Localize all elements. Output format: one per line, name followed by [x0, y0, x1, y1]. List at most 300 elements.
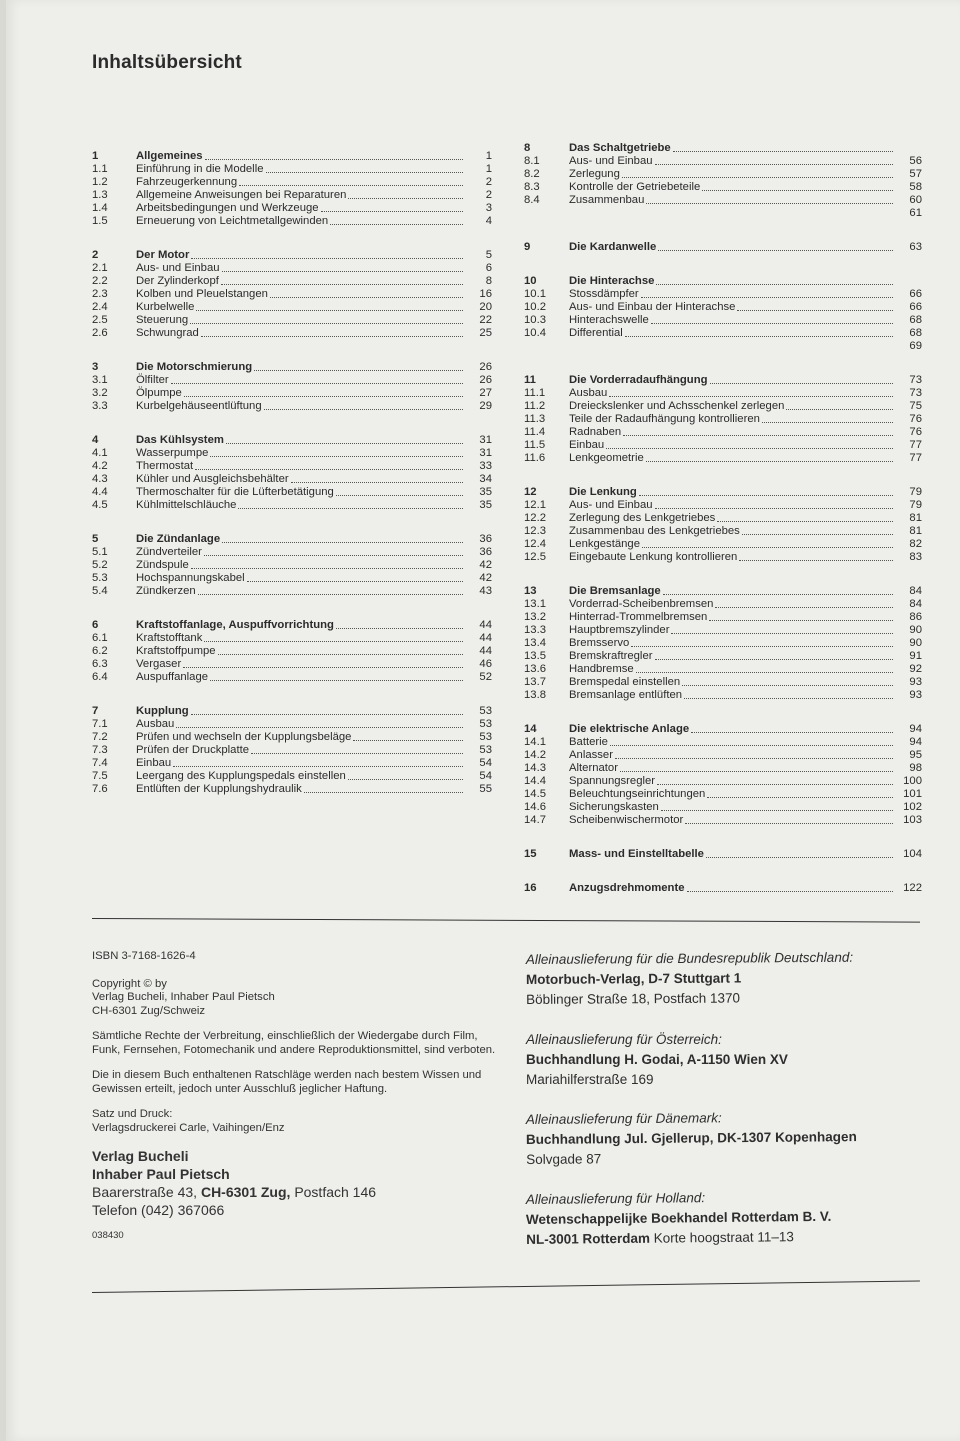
entry-page: 58 [909, 181, 922, 193]
entry-title: Die Hinterachse [569, 275, 655, 287]
entry-title: Einführung in die Modelle [136, 163, 264, 175]
entry-title: Anlasser [569, 749, 613, 761]
dot-leader [191, 568, 463, 569]
entry-page: 2 [485, 176, 492, 188]
dot-leader [673, 151, 893, 152]
entry-page: 5 [485, 249, 492, 261]
dot-leader [222, 271, 463, 272]
toc-entry [92, 314, 492, 327]
entry-title: Steuerung [136, 314, 189, 326]
entry-page: 98 [909, 762, 922, 774]
toc-chapter [524, 585, 922, 598]
entry-title: Prüfen der Druckplatte [136, 744, 250, 756]
toc-section [524, 486, 922, 564]
print-code: 038430 [92, 1230, 124, 1241]
entry-title: Sicherungskasten [569, 801, 659, 813]
copyright-line: Copyright © by [92, 977, 167, 990]
entry-page: 22 [479, 314, 492, 326]
entry-number: 8.1 [524, 155, 540, 167]
entry-title: Allgemeine Anweisungen bei Reparaturen [136, 189, 347, 201]
entry-number: 2.4 [92, 301, 108, 313]
dot-leader [685, 823, 893, 824]
entry-page: 84 [909, 585, 922, 597]
toc-entry [524, 611, 922, 624]
dot-leader [715, 607, 893, 608]
toc-entry [524, 155, 922, 168]
entry-number: 7.2 [92, 731, 108, 743]
entry-page: 93 [909, 689, 922, 701]
toc-entry [92, 757, 492, 770]
dot-leader [762, 422, 893, 423]
entry-number: 7.3 [92, 744, 108, 756]
entry-page: 73 [909, 374, 922, 386]
toc-entry [524, 676, 922, 689]
entry-number: 14.3 [524, 762, 546, 774]
dot-leader [348, 198, 463, 199]
distribution [526, 950, 926, 1270]
toc-entry [92, 499, 492, 512]
dot-leader [196, 310, 463, 311]
entry-page: 95 [909, 749, 922, 761]
dot-leader [266, 172, 464, 173]
entry-number: 4.4 [92, 486, 108, 498]
entry-title: Schwungrad [136, 327, 199, 339]
entry-number: 2.2 [92, 275, 108, 287]
entry-title: Ölfilter [136, 374, 169, 386]
printing-info [92, 1108, 502, 1135]
entry-number: 6.3 [92, 658, 108, 670]
distributor-address: Solvgade 87 [526, 1151, 602, 1167]
toc-entry [92, 163, 492, 176]
entry-number: 14.4 [524, 775, 546, 787]
entry-title: Zerlegung [569, 168, 620, 180]
toc-entry [92, 585, 492, 598]
entry-page: 16 [479, 288, 492, 300]
entry-title: Ausbau [136, 718, 175, 730]
entry-page: 56 [909, 155, 922, 167]
toc-entry [524, 400, 922, 413]
printing-line: Satz und Druck: [92, 1108, 173, 1120]
toc-chapter [92, 150, 492, 163]
entry-title: Einbau [136, 757, 172, 769]
toc-entry [524, 788, 922, 801]
entry-page: 53 [479, 718, 492, 730]
toc-entry [524, 663, 922, 676]
entry-number: 8.4 [524, 194, 540, 206]
distributor-name: Wetenschappelijke Boekhandel Rotterdam B. V. [525, 1208, 832, 1227]
entry-number: 6.1 [92, 632, 108, 644]
entry-number: 6.4 [92, 671, 108, 683]
entry-title: Kraftstofftank [136, 632, 203, 644]
address-street: Baarerstraße 43, [92, 1184, 198, 1200]
entry-number: 14.1 [524, 736, 546, 748]
entry-title: Der Zylinderkopf [136, 275, 219, 287]
address-city: CH-6301 Zug, [200, 1184, 291, 1200]
dot-leader [251, 753, 463, 754]
entry-page: 103 [903, 814, 922, 826]
toc-entry [92, 546, 492, 559]
publisher-name: Verlag Bucheli [92, 1148, 189, 1164]
toc-entry [92, 486, 492, 499]
dot-leader [655, 508, 893, 509]
entry-number: 7.4 [92, 757, 108, 769]
entry-title: Kolben und Pleuelstangen [136, 288, 268, 300]
entry-page: 43 [479, 585, 492, 597]
toc-section [524, 374, 922, 465]
entry-title: Fahrzeugerkennung [136, 176, 238, 188]
entry-number: 16 [524, 882, 537, 894]
entry-number: 14.5 [524, 788, 546, 800]
toc-section [524, 882, 922, 895]
entry-number: 11.4 [524, 426, 546, 438]
dot-leader [646, 203, 893, 204]
distributor-street: Korte hoogstraat 11–13 [653, 1229, 794, 1246]
entry-page: 36 [479, 546, 492, 558]
entry-title: Hauptbremszylinder [569, 624, 670, 636]
entry-page: 82 [909, 538, 922, 550]
page-title: Inhaltsübersicht [92, 52, 242, 73]
entry-number: 2.5 [92, 314, 108, 326]
entry-number: 3.3 [92, 400, 108, 412]
entry-page: 93 [909, 676, 922, 688]
entry-page: 94 [909, 736, 922, 748]
entry-page: 29 [479, 400, 492, 412]
entry-number: 13 [524, 585, 537, 597]
entry-number: 8.2 [524, 168, 540, 180]
entry-title: Zusammenbau des Lenkgetriebes [569, 525, 740, 537]
distribution-block [526, 1030, 926, 1090]
entry-page: 44 [479, 645, 492, 657]
entry-number: 1.2 [92, 176, 108, 188]
address-postfach: Postfach 146 [294, 1184, 377, 1200]
entry-page: 54 [479, 770, 492, 782]
toc-chapter [524, 486, 922, 499]
dot-leader [737, 310, 893, 311]
entry-title: Kühlmittelschläuche [136, 499, 237, 511]
entry-title: Hinterachswelle [569, 314, 649, 326]
entry-page: 100 [903, 775, 922, 787]
dot-leader [353, 740, 463, 741]
entry-number: 7.6 [92, 783, 108, 795]
entry-title: Beleuchtungseinrichtungen [569, 788, 706, 800]
entry-page: 42 [479, 572, 492, 584]
entry-page: 84 [909, 598, 922, 610]
entry-title: Spannungsregler [569, 775, 656, 787]
dot-leader [304, 792, 463, 793]
entry-number: 5.2 [92, 559, 108, 571]
toc-entry [524, 207, 922, 220]
dot-leader [270, 297, 463, 298]
distributor-name: Motorbuch-Verlag, D-7 Stuttgart 1 [525, 970, 742, 987]
copyright-line: CH-6301 Zug/Schweiz [92, 1004, 206, 1017]
dot-leader [222, 542, 463, 543]
entry-page: 35 [479, 486, 492, 498]
entry-page: 2 [485, 189, 492, 201]
toc-chapter [524, 142, 922, 155]
dot-leader [663, 594, 893, 595]
toc-entry [92, 288, 492, 301]
entry-title: Leergang des Kupplungspedals einstellen [136, 770, 346, 782]
entry-title: Kraftstoffpumpe [136, 645, 216, 657]
toc-entry [524, 181, 922, 194]
toc-entry [524, 301, 922, 314]
dot-leader [710, 383, 893, 384]
entry-page: 1 [485, 150, 492, 162]
entry-number: 11.1 [524, 387, 546, 399]
printing-line: Verlagsdruckerei Carle, Vaihingen/Enz [92, 1121, 285, 1134]
toc-entry [524, 340, 922, 353]
entry-number: 11 [524, 374, 536, 386]
entry-page: 101 [903, 788, 922, 800]
entry-page: 33 [479, 460, 492, 472]
toc-chapter [524, 848, 922, 861]
entry-number: 10.4 [524, 327, 546, 339]
toc-entry [524, 525, 922, 538]
entry-number: 6.2 [92, 645, 108, 657]
entry-page: 122 [903, 882, 922, 894]
entry-title: Das Schaltgetriebe [569, 142, 671, 154]
divider-top [92, 918, 920, 923]
entry-number: 3.2 [92, 387, 108, 399]
entry-page: 79 [909, 499, 922, 511]
entry-title: Aus- und Einbau [136, 262, 220, 274]
copyright [92, 978, 502, 1019]
dot-leader [620, 771, 893, 772]
toc-chapter [92, 705, 492, 718]
toc-entry [524, 426, 922, 439]
entry-number: 1.4 [92, 202, 108, 214]
entry-title: Die elektrische Anlage [569, 723, 690, 735]
toc-chapter [92, 249, 492, 262]
dot-leader [195, 469, 463, 470]
entry-page: 54 [479, 757, 492, 769]
toc-entry [524, 775, 922, 788]
entry-number: 14.6 [524, 801, 546, 813]
entry-number: 4.5 [92, 499, 108, 511]
toc-entry [524, 749, 922, 762]
toc-entry [524, 624, 922, 637]
entry-page: 25 [479, 327, 492, 339]
entry-page: 81 [909, 525, 922, 537]
entry-page: 68 [909, 314, 922, 326]
dot-leader [183, 667, 463, 668]
entry-title: Scheibenwischermotor [569, 814, 684, 826]
entry-number: 13.5 [524, 650, 546, 662]
entry-title: Kurbelgehäuseentlüftung [136, 400, 262, 412]
dot-leader [610, 745, 893, 746]
entry-number: 8.3 [524, 181, 540, 193]
entry-page: 8 [485, 275, 492, 287]
dot-leader [615, 758, 893, 759]
entry-number: 11.6 [524, 452, 546, 464]
entry-title: Zündspule [136, 559, 189, 571]
entry-page: 4 [485, 215, 492, 227]
dot-leader [671, 633, 893, 634]
entry-title: Kontrolle der Getriebeteile [569, 181, 701, 193]
entry-number: 13.7 [524, 676, 546, 688]
dot-leader [238, 508, 463, 509]
toc-entry [92, 731, 492, 744]
entry-number: 8 [524, 142, 531, 154]
dot-leader [739, 560, 893, 561]
entry-number: 13.1 [524, 598, 546, 610]
toc-chapter [92, 361, 492, 374]
toc-entry [92, 658, 492, 671]
entry-title: Hinterrad-Trommelbremsen [569, 611, 708, 623]
dot-leader [646, 461, 893, 462]
rights-notice: Sämtliche Rechte der Verbreitung, einschließlich der Wiedergabe durch Film, Funk, Fernsehen, Fotomechanik und andere Reproduktionsmittel, sind verboten. [92, 1030, 496, 1056]
dot-leader [201, 336, 463, 337]
entry-number: 7 [92, 705, 99, 717]
dot-leader [651, 323, 893, 324]
entry-page: 42 [479, 559, 492, 571]
entry-title: Eingebaute Lenkung kontrollieren [569, 551, 738, 563]
toc-entry [524, 194, 922, 207]
toc-entry [92, 327, 492, 340]
entry-title: Arbeitsbedingungen und Werkzeuge [136, 202, 319, 214]
entry-title: Prüfen und wechseln der Kupplungsbeläge [136, 731, 352, 743]
entry-title: Allgemeines [136, 150, 203, 162]
toc-section [92, 533, 492, 598]
entry-title: Kurbelwelle [136, 301, 195, 313]
entry-number: 14 [524, 723, 537, 735]
dot-leader [655, 659, 894, 660]
dot-leader [210, 456, 463, 457]
dot-leader [687, 891, 894, 892]
toc-chapter [92, 619, 492, 632]
dot-leader [218, 654, 463, 655]
dot-leader [330, 224, 463, 225]
entry-title: Zerlegung des Lenkgetriebes [569, 512, 716, 524]
entry-title: Anzugsdrehmomente [569, 882, 685, 894]
book-page [6, 0, 960, 1441]
entry-number: 13.8 [524, 689, 546, 701]
dot-leader [221, 284, 463, 285]
entry-page: 79 [909, 486, 922, 498]
entry-page: 92 [909, 663, 922, 675]
toc-chapter [524, 723, 922, 736]
dot-leader [176, 727, 463, 728]
dot-leader [636, 672, 893, 673]
dot-leader [204, 641, 463, 642]
distribution-heading: Alleinauslieferung für Holland: [525, 1190, 706, 1208]
entry-number: 1 [92, 150, 99, 162]
toc-chapter [524, 275, 922, 288]
toc-entry [92, 473, 492, 486]
entry-number: 13.4 [524, 637, 546, 649]
dot-leader [191, 258, 463, 259]
entry-number: 1.5 [92, 215, 108, 227]
entry-page: 31 [479, 447, 492, 459]
toc-chapter [92, 533, 492, 546]
entry-title: Differential [569, 327, 623, 339]
dot-leader [655, 164, 893, 165]
entry-title: Ausbau [569, 387, 608, 399]
entry-number: 7.5 [92, 770, 108, 782]
toc-section [524, 723, 922, 827]
dot-leader [641, 297, 893, 298]
distribution-block [526, 947, 926, 1010]
toc-left-column [92, 150, 492, 817]
toc-entry [524, 637, 922, 650]
entry-title: Bremsservo [569, 637, 630, 649]
entry-number: 11.2 [524, 400, 546, 412]
entry-page: 81 [909, 512, 922, 524]
dot-leader [264, 409, 463, 410]
publisher-block [92, 1147, 502, 1219]
entry-title: Teile der Radaufhängung kontrollieren [569, 413, 760, 425]
distributor-name: Buchhandlung H. Godai, A-1150 Wien XV [526, 1052, 788, 1067]
entry-title: Die Bremsanlage [569, 585, 661, 597]
entry-title: Auspuffanlage [136, 671, 209, 683]
entry-title: Kraftstoffanlage, Auspuffvorrichtung [136, 619, 334, 631]
entry-title: Wasserpumpe [136, 447, 209, 459]
dot-leader [639, 495, 893, 496]
entry-page: 3 [485, 202, 492, 214]
toc-entry [524, 452, 922, 465]
entry-page: 53 [479, 731, 492, 743]
distribution-heading: Alleinauslieferung für Dänemark: [525, 1110, 722, 1128]
distributor-address [526, 1226, 926, 1250]
entry-number: 4 [92, 434, 99, 446]
entry-page: 66 [909, 288, 922, 300]
entry-number: 10.1 [524, 288, 546, 300]
entry-title: Kühler und Ausgleichsbehälter [136, 473, 289, 485]
entry-page: 69 [909, 340, 922, 352]
toc-entry [92, 262, 492, 275]
entry-page: 34 [479, 473, 492, 485]
toc-entry [92, 645, 492, 658]
entry-title: Lenkgeometrie [569, 452, 644, 464]
entry-title: Handbremse [569, 663, 634, 675]
entry-number: 12.2 [524, 512, 546, 524]
toc-entry [524, 288, 922, 301]
entry-number: 2.1 [92, 262, 108, 274]
entry-title: Vorderrad-Scheibenbremsen [569, 598, 714, 610]
entry-title: Die Lenkung [569, 486, 637, 498]
entry-page: 60 [909, 194, 922, 206]
toc-entry [92, 301, 492, 314]
entry-page: 75 [909, 400, 922, 412]
distributor-city: NL-3001 Rotterdam [526, 1230, 651, 1247]
toc-section [92, 619, 492, 684]
entry-number: 7.1 [92, 718, 108, 730]
entry-page: 76 [909, 426, 922, 438]
dot-leader [191, 714, 463, 715]
toc-entry [524, 499, 922, 512]
entry-number: 11.3 [524, 413, 546, 425]
publisher-owner: Inhaber Paul Pietsch [92, 1166, 230, 1182]
entry-page: 57 [909, 168, 922, 180]
entry-title: Aus- und Einbau [569, 499, 653, 511]
toc-entry [524, 439, 922, 452]
distributor-address: Mariahilferstraße 169 [526, 1072, 654, 1087]
entry-number: 12 [524, 486, 537, 498]
entry-number: 5.3 [92, 572, 108, 584]
dot-leader [642, 547, 893, 548]
toc-section [92, 150, 492, 228]
entry-page: 91 [909, 650, 922, 662]
dot-leader [702, 190, 893, 191]
dot-leader [184, 396, 463, 397]
dot-leader [205, 159, 463, 160]
dot-leader [336, 628, 463, 629]
entry-title: Einbau [569, 439, 605, 451]
entry-number: 10 [524, 275, 537, 287]
toc-entry [92, 447, 492, 460]
entry-number: 5.4 [92, 585, 108, 597]
entry-number: 5 [92, 533, 99, 545]
